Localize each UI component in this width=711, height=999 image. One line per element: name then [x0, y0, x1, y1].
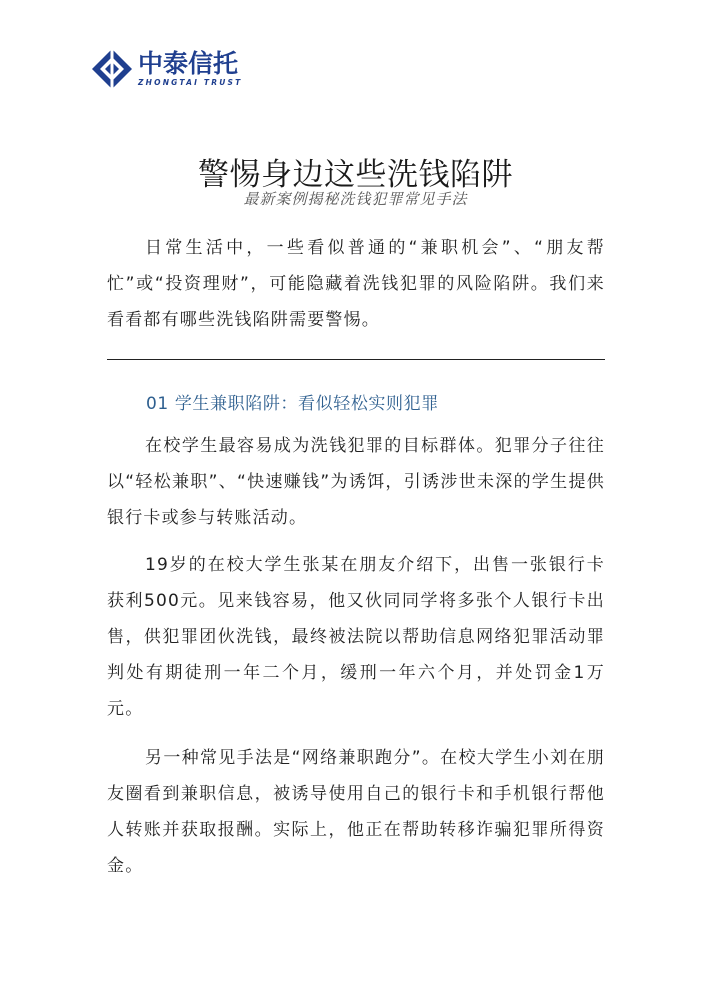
body-paragraph: 19岁的在校大学生张某在朋友介绍下，出售一张银行卡获利500元。见来钱容易，他又伙同同学将多张个人银行卡出售，供犯罪团伙洗钱，最终被法院以帮助信息网络犯罪活动罪判处有期徒刑一年二个月，缓刑一年六个月，并处罚金1万元。	[107, 555, 605, 719]
logo-name-en: ZHONGTAI TRUST	[138, 78, 243, 88]
body-paragraph: 另一种常见手法是“网络兼职跑分”。在校大学生小刘在朋友圈看到兼职信息，被诱导使用自己的银行卡和手机银行帮他人转账并获取报酬。实际上，他正在帮助转移诈骗犯罪所得资金。	[107, 748, 605, 876]
body-paragraph: 在校学生最容易成为洗钱犯罪的目标群体。犯罪分子往往以“轻松兼职”、“快速赚钱”为诱饵，引诱涉世未深的学生提供银行卡或参与转账活动。	[107, 436, 605, 528]
article-subtitle: 最新案例揭秘洗钱犯罪常见手法	[243, 190, 468, 208]
company-logo	[90, 44, 242, 94]
article-title: 警惕身边这些洗钱陷阱	[198, 156, 513, 193]
section-divider	[107, 359, 605, 360]
section-heading: 01 学生兼职陷阱：看似轻松实则犯罪	[146, 394, 439, 414]
logo-name-cn: 中泰信托	[138, 49, 239, 79]
logo-wordmark	[138, 51, 242, 87]
zhongtai-logo-icon	[90, 47, 134, 91]
intro-paragraph: 日常生活中，一些看似普通的“兼职机会”、“朋友帮忙”或“投资理财”，可能隐藏着洗钱犯罪的风险陷阱。我们来看看都有哪些洗钱陷阱需要警惕。	[107, 238, 605, 330]
